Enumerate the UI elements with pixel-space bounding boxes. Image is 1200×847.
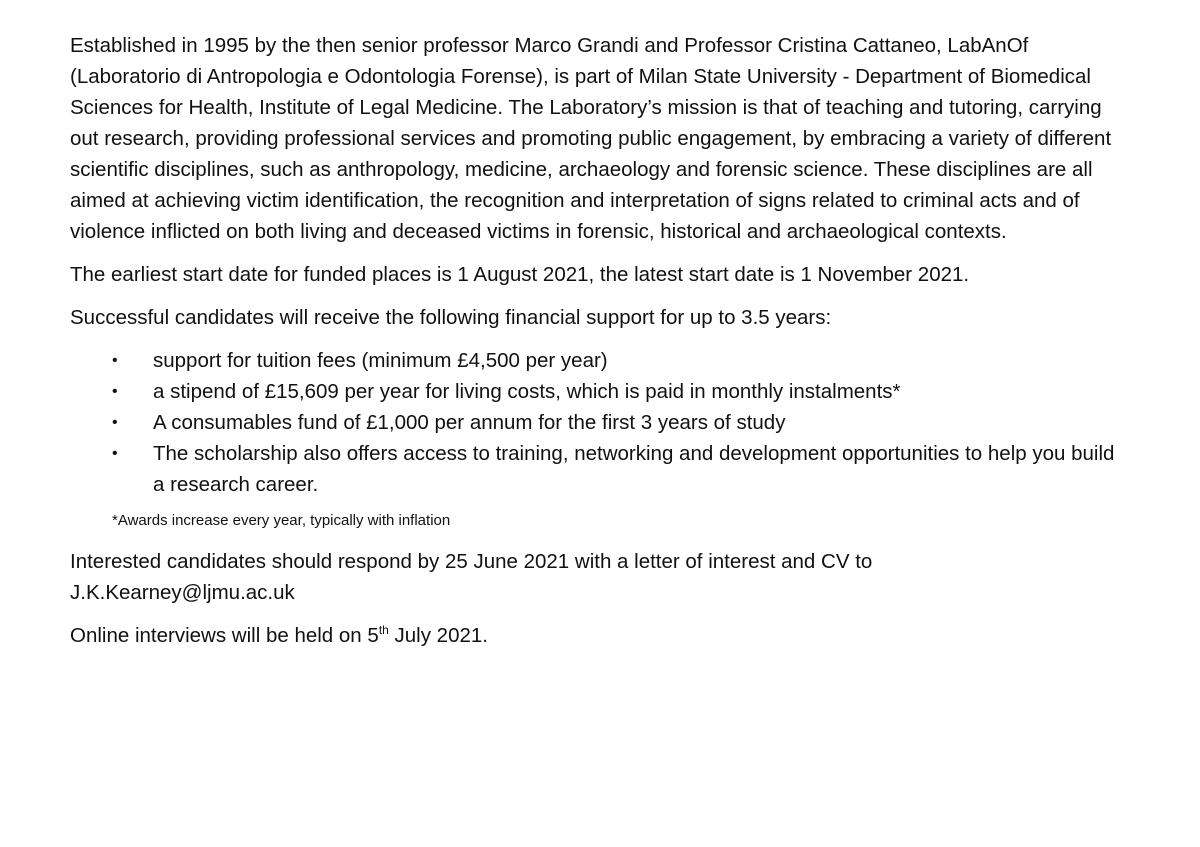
- support-intro-paragraph: Successful candidates will receive the following financial support for up to 3.5 years:: [70, 306, 832, 329]
- bullet-icon: •: [112, 414, 118, 431]
- interviews-date-suffix: July 2021.: [388, 624, 488, 647]
- contact-paragraph: [70, 546, 1130, 608]
- list-item-text: support for tuition fees (minimum £4,500 per year): [153, 349, 608, 372]
- financial-support-list: [70, 345, 1130, 500]
- interviews-paragraph: [70, 620, 1130, 651]
- list-item: [70, 407, 1130, 438]
- contact-text: Interested candidates should respond by 25 June 2021 with a letter of interest and CV to: [70, 550, 873, 573]
- bullet-icon: •: [112, 445, 118, 462]
- list-item-text: The scholarship also offers access to training, networking and development opportunities to help you build a research career.: [153, 442, 1115, 496]
- list-item-text: a stipend of £15,609 per year for living costs, which is paid in monthly instalments*: [153, 380, 901, 403]
- intro-paragraph: Established in 1995 by the then senior professor Marco Grandi and Professor Cristina Cattaneo, LabAnOf (Laboratorio di Antropologia e Odontologia Forense), is part of Milan State University - Department of Biomedical Sciences for Health, Institute of Legal Medicine. The Laboratory’s mission is that of teaching and tutoring, carrying out research, providing professional services and promoting public engagement, by embracing a variety of different scientific disciplines, such as anthropology, medicine, archaeology and forensic science. These disciplines are all aimed at achieving victim identification, the recognition and interpretation of signs related to criminal acts and of violence inflicted on both living and deceased victims in forensic, historical and archaeological contexts.: [70, 34, 1112, 243]
- interviews-text: Online interviews will be held on 5: [70, 624, 379, 647]
- list-item: [70, 345, 1130, 376]
- bullet-icon: •: [112, 383, 118, 400]
- start-dates-paragraph: The earliest start date for funded places is 1 August 2021, the latest start date is 1 November 2021.: [70, 263, 970, 286]
- contact-email-link[interactable]: J.K.Kearney@ljmu.ac.uk: [70, 581, 295, 604]
- footnote: *Awards increase every year, typically with inflation: [112, 512, 451, 529]
- list-item: [70, 376, 1130, 407]
- document-body: [70, 30, 1130, 663]
- bullet-icon: •: [112, 352, 118, 369]
- list-item: [70, 438, 1130, 500]
- date-ordinal-superscript: th: [378, 623, 389, 638]
- list-item-text: A consumables fund of £1,000 per annum for the first 3 years of study: [153, 411, 786, 434]
